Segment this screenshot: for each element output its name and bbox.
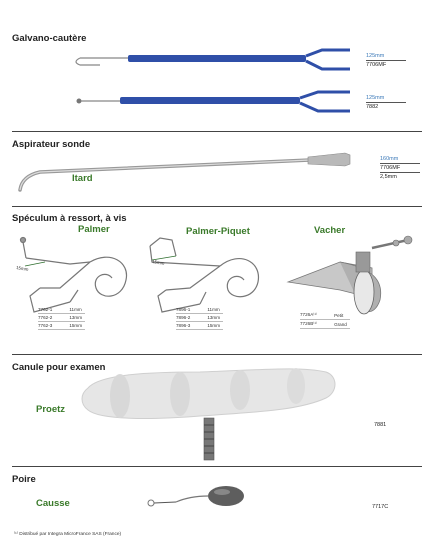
palmer-piquet-dim: 15mm [151,258,165,267]
table-row: 7762-2 13mm [38,314,85,322]
table-row: 7762-3 15mm [38,322,85,330]
proetz-label: Proetz [36,404,66,415]
palmer-piquet-table [176,306,223,330]
divider [12,354,422,355]
itard-ref: 160mm 7706MF 2,5mm [380,156,420,180]
palmer-label: Palmer [78,224,110,235]
section-title-canule: Canule pour examen [12,362,106,373]
table-row: 7896-2 13mm [176,314,223,322]
footnote: ⁽¹⁾ Distribué par Integra MicroFrance SAS (France) [14,532,122,537]
galvano-cautery-1 [76,50,350,69]
palmer-speculum [21,238,127,313]
table-row: 7896-3 15mm [176,322,223,330]
table-row: 7896-1 11mm [176,306,223,314]
palmer-dim: 15mm [15,264,29,273]
poire-causse [148,486,244,506]
palmer-piquet-speculum [150,238,258,312]
galvano-cautery-2 [77,92,351,111]
galvano-ref-1: 125mm 7706MF [366,53,406,68]
proetz-ref: 7881 [374,422,387,428]
galvano-ref-2: 125mm 7882 [366,95,406,110]
table-row: 7762-1 11mm [38,306,85,314]
section-title-aspirateur: Aspirateur sonde [12,139,91,150]
vacher-label: Vacher [314,225,346,236]
vacher-table [300,311,350,329]
section-title-speculum: Spéculum à ressort, à vis [12,213,127,224]
divider [12,466,422,467]
table-row: 7726A⁽¹⁾ Petit [300,311,350,320]
causse-label: Causse [36,498,70,509]
divider [12,131,422,132]
palmer-piquet-label: Palmer-Piquet [186,226,250,237]
divider [12,206,422,207]
section-title-galvano: Galvano-cautère [12,33,87,44]
aspirateur-sonde [20,153,350,190]
table-row: 7726B⁽¹⁾ Grand [300,320,350,329]
canule-proetz [82,368,335,460]
section-title-poire: Poire [12,474,36,485]
itard-label: Itard [72,173,93,184]
causse-ref: 7717C [372,504,389,510]
palmer-table [38,306,85,330]
vacher-speculum [288,236,412,314]
